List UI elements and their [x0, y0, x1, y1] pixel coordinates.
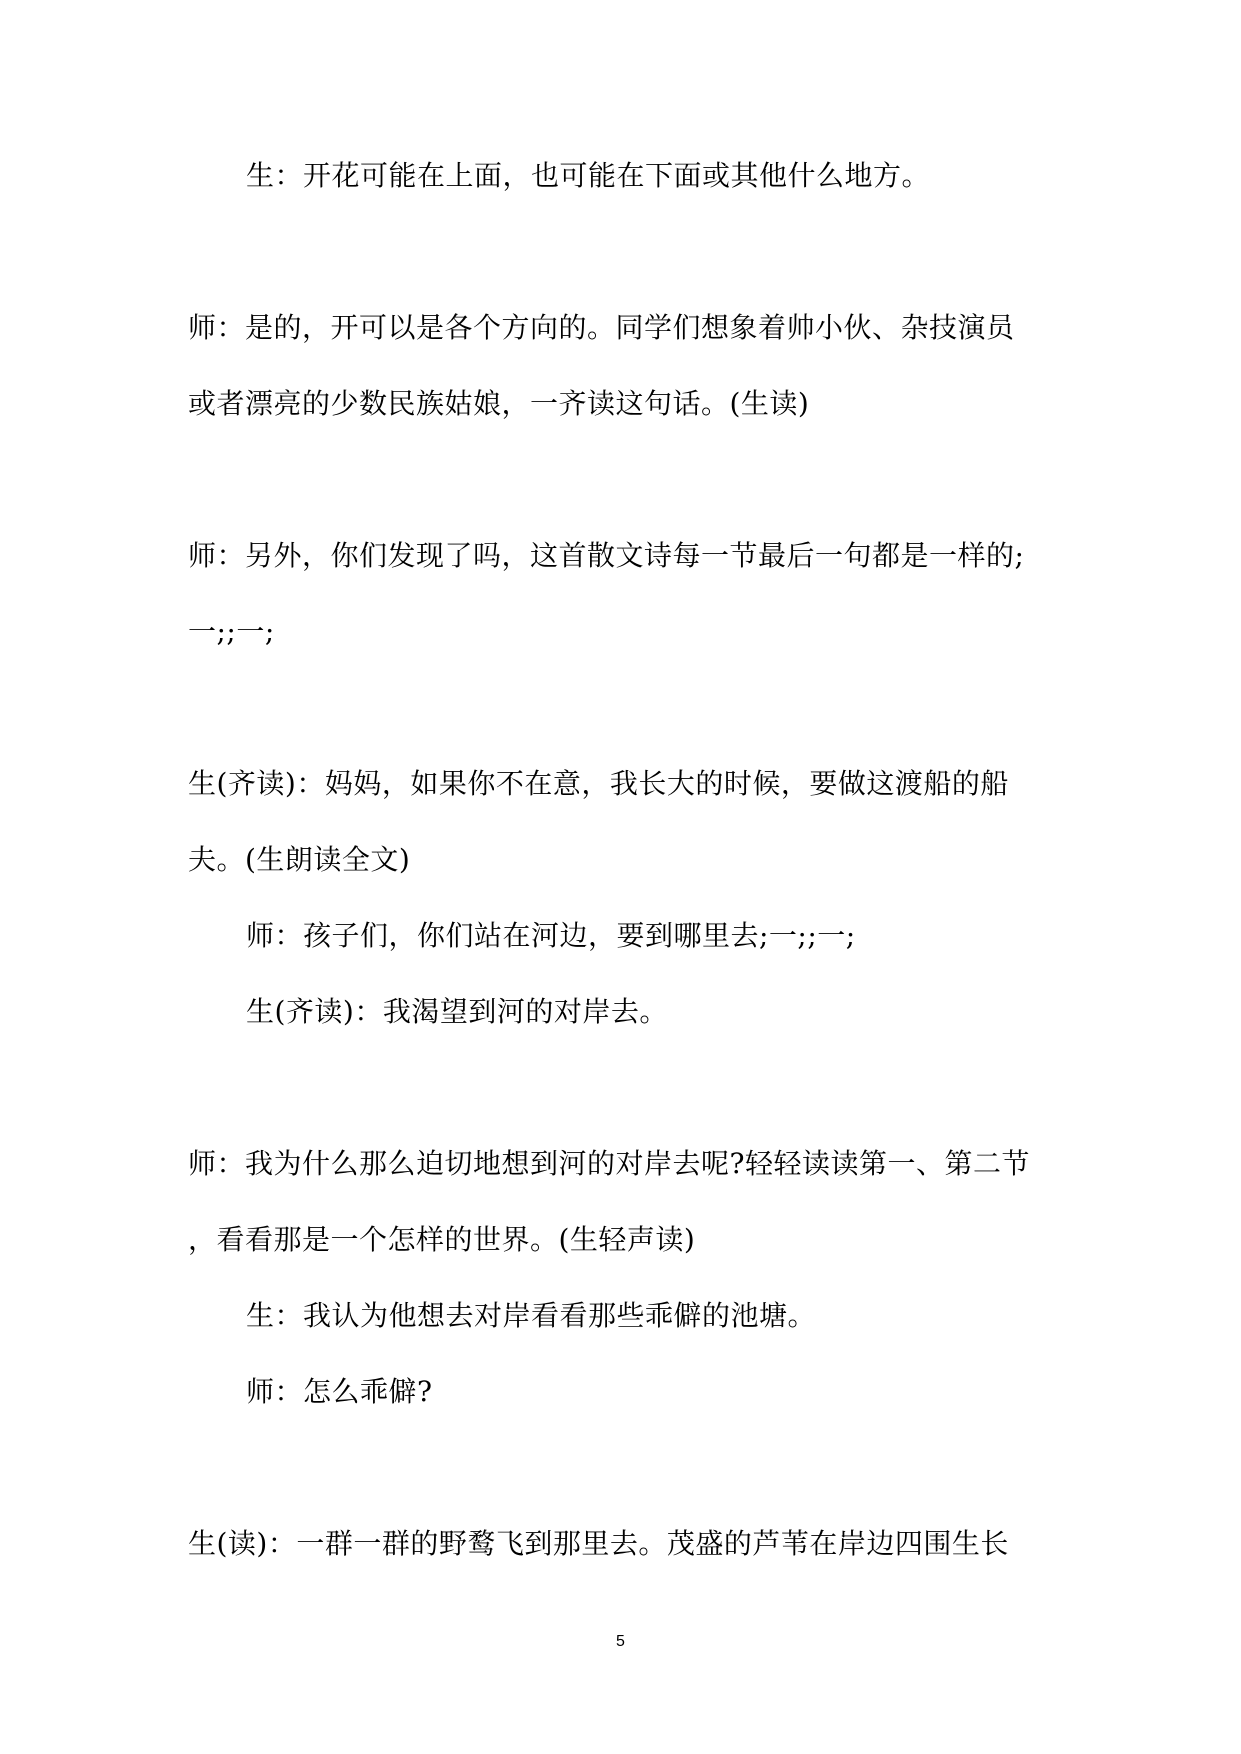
page-number: 5: [616, 1633, 625, 1650]
paragraph-line: 生(读)：一群一群的野鹜飞到那里去。茂盛的芦苇在岸边四围生长: [188, 1527, 1009, 1560]
paragraph-line: 或者漂亮的少数民族姑娘，一齐读这句话。(生读): [188, 387, 810, 420]
paragraph-line: 生：我认为他想去对岸看看那些乖僻的池塘。: [246, 1299, 817, 1332]
paragraph-line: 师：孩子们，你们站在河边，要到哪里去;一;;一;: [246, 919, 856, 952]
paragraph-line: 师：是的，开可以是各个方向的。同学们想象着帅小伙、杂技演员: [188, 311, 1015, 344]
paragraph-line: 师：怎么乖僻?: [246, 1375, 433, 1408]
paragraph-line: 师：另外，你们发现了吗，这首散文诗每一节最后一句都是一样的;: [188, 539, 1025, 572]
paragraph-line: ，看看那是一个怎样的世界。(生轻声读): [188, 1223, 696, 1256]
paragraph-line: 生：开花可能在上面，也可能在下面或其他什么地方。: [246, 159, 931, 192]
paragraph-line: 一;;一;: [188, 615, 275, 648]
paragraph-line: 师：我为什么那么迫切地想到河的对岸去呢?轻轻读读第一、第二节: [188, 1147, 1031, 1180]
paragraph-line: 生(齐读)：妈妈，如果你不在意，我长大的时候，要做这渡船的船: [188, 767, 1009, 800]
paragraph-line: 夫。(生朗读全文): [188, 843, 411, 876]
paragraph-line: 生(齐读)：我渴望到河的对岸去。: [246, 995, 668, 1028]
